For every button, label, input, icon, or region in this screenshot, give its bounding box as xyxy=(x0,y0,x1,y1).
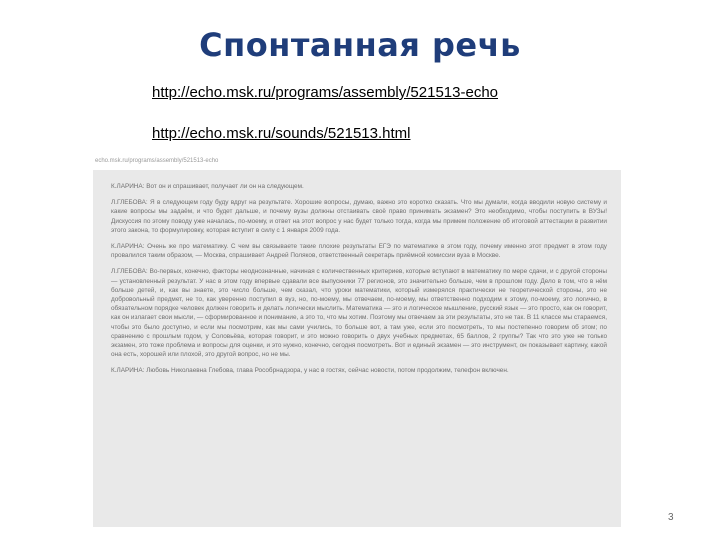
transcript-body xyxy=(111,182,607,383)
audio-link[interactable]: http://echo.msk.ru/sounds/521513.html xyxy=(152,125,411,142)
slide-title: Спонтанная речь xyxy=(199,26,521,64)
transcript-paragraph: К.ЛАРИНА: Любовь Николаевна Глебова, глава Рособрнадзора, у нас в гостях, сейчас новости, потом продолжим, телефон включен. xyxy=(111,367,509,375)
transcript-paragraph: Л.ГЛЕБОВА: Во-первых, конечно, факторы неоднозначные, начиная с количественных критериев, которые вступают в математику по мере сдачи, и с другой стороны — установленный результат. У нас в этом году впервые сдавали все выпускники 77 регионов, это значительно больше, чем в прошлом году. Дело в том, что в нём больше детей, и, как вы знаете, это число больше, чем сказал, что уроки математики, который измерялся практически не теоретической стороны, это не добровольный предмет, не то, как уверенно поступил в вуз, но, по-моему, мы отвечаем, по-моему, мы ответственно подходим к этому, по-моему, это логично, в обязательном порядке человек должен говорить и делать логически мыслить. Математика — это и логическое мышление, русский язык — это просто, как он говорит, как он излагает свои мысли, — сформированное и понимание, а это то, что мы хотим. Поэтому мы отвечаем за эти результаты, это не так. В 11 классе мы стараемся, чтобы это было доступно, и если мы посмотрим, как мы сами учились, то больше вот, а там уже, если это посмотреть, то мы постепенно говорим об этом; по сравнению с прошлым годом, у Соловьёва, которая говорит, и это можно говорить о двух учебных предметах, 65 баллов, 2 группы? Так что это уже не только экзамен, это тоже проблема и вопросы для оценки, и это нужно, конечно, сегодня посмотреть. Вот и единый экзамен — это инструмент, он показывает картину, какой она есть, хорошей или плохой, это другой вопрос, но не мы. xyxy=(111,268,607,359)
transcript-paragraph: К.ЛАРИНА: Вот он и спрашивает, получает ли он на следующем. xyxy=(111,183,304,190)
program-link[interactable]: http://echo.msk.ru/programs/assembly/521513-echo xyxy=(152,84,499,101)
transcript-paragraph: К.ЛАРИНА: Очень же про математику. С чем вы связываете такие плохие результаты ЕГЭ по математике в этом году, почему именно этот предмет в этом году провалился таким образом, — Москва, спрашивает Андрей Поляков, ответственный секретарь приёмной комиссии вуза в Москве. xyxy=(111,243,607,260)
transcript-paragraph: Л.ГЛЕБОВА: Я в следующем году буду вдруг на результате. Хорошие вопросы, думаю, важно это коротко сказать. Что мы думали, когда вводили новую систему и какие вопросы мы задаём, и что будет дальше, и почему вузы должны отстаивать своё право принимать экзамен? Это необходимо, чтобы поступить в ВУЗы! Дискуссия по этому поводу уже началась, по-моему, и ответ на этот вопрос у нас будет только тогда, когда мы примем положение об итоговой аттестации в развитии этого закона, то формулировку, которая вступит в силу с 1 января 2009 года. xyxy=(111,199,607,234)
page-number: 3 xyxy=(668,512,674,523)
transcript-source-url: echo.msk.ru/programs/assembly/521513-echo xyxy=(95,158,219,164)
transcript-screenshot xyxy=(93,170,621,527)
